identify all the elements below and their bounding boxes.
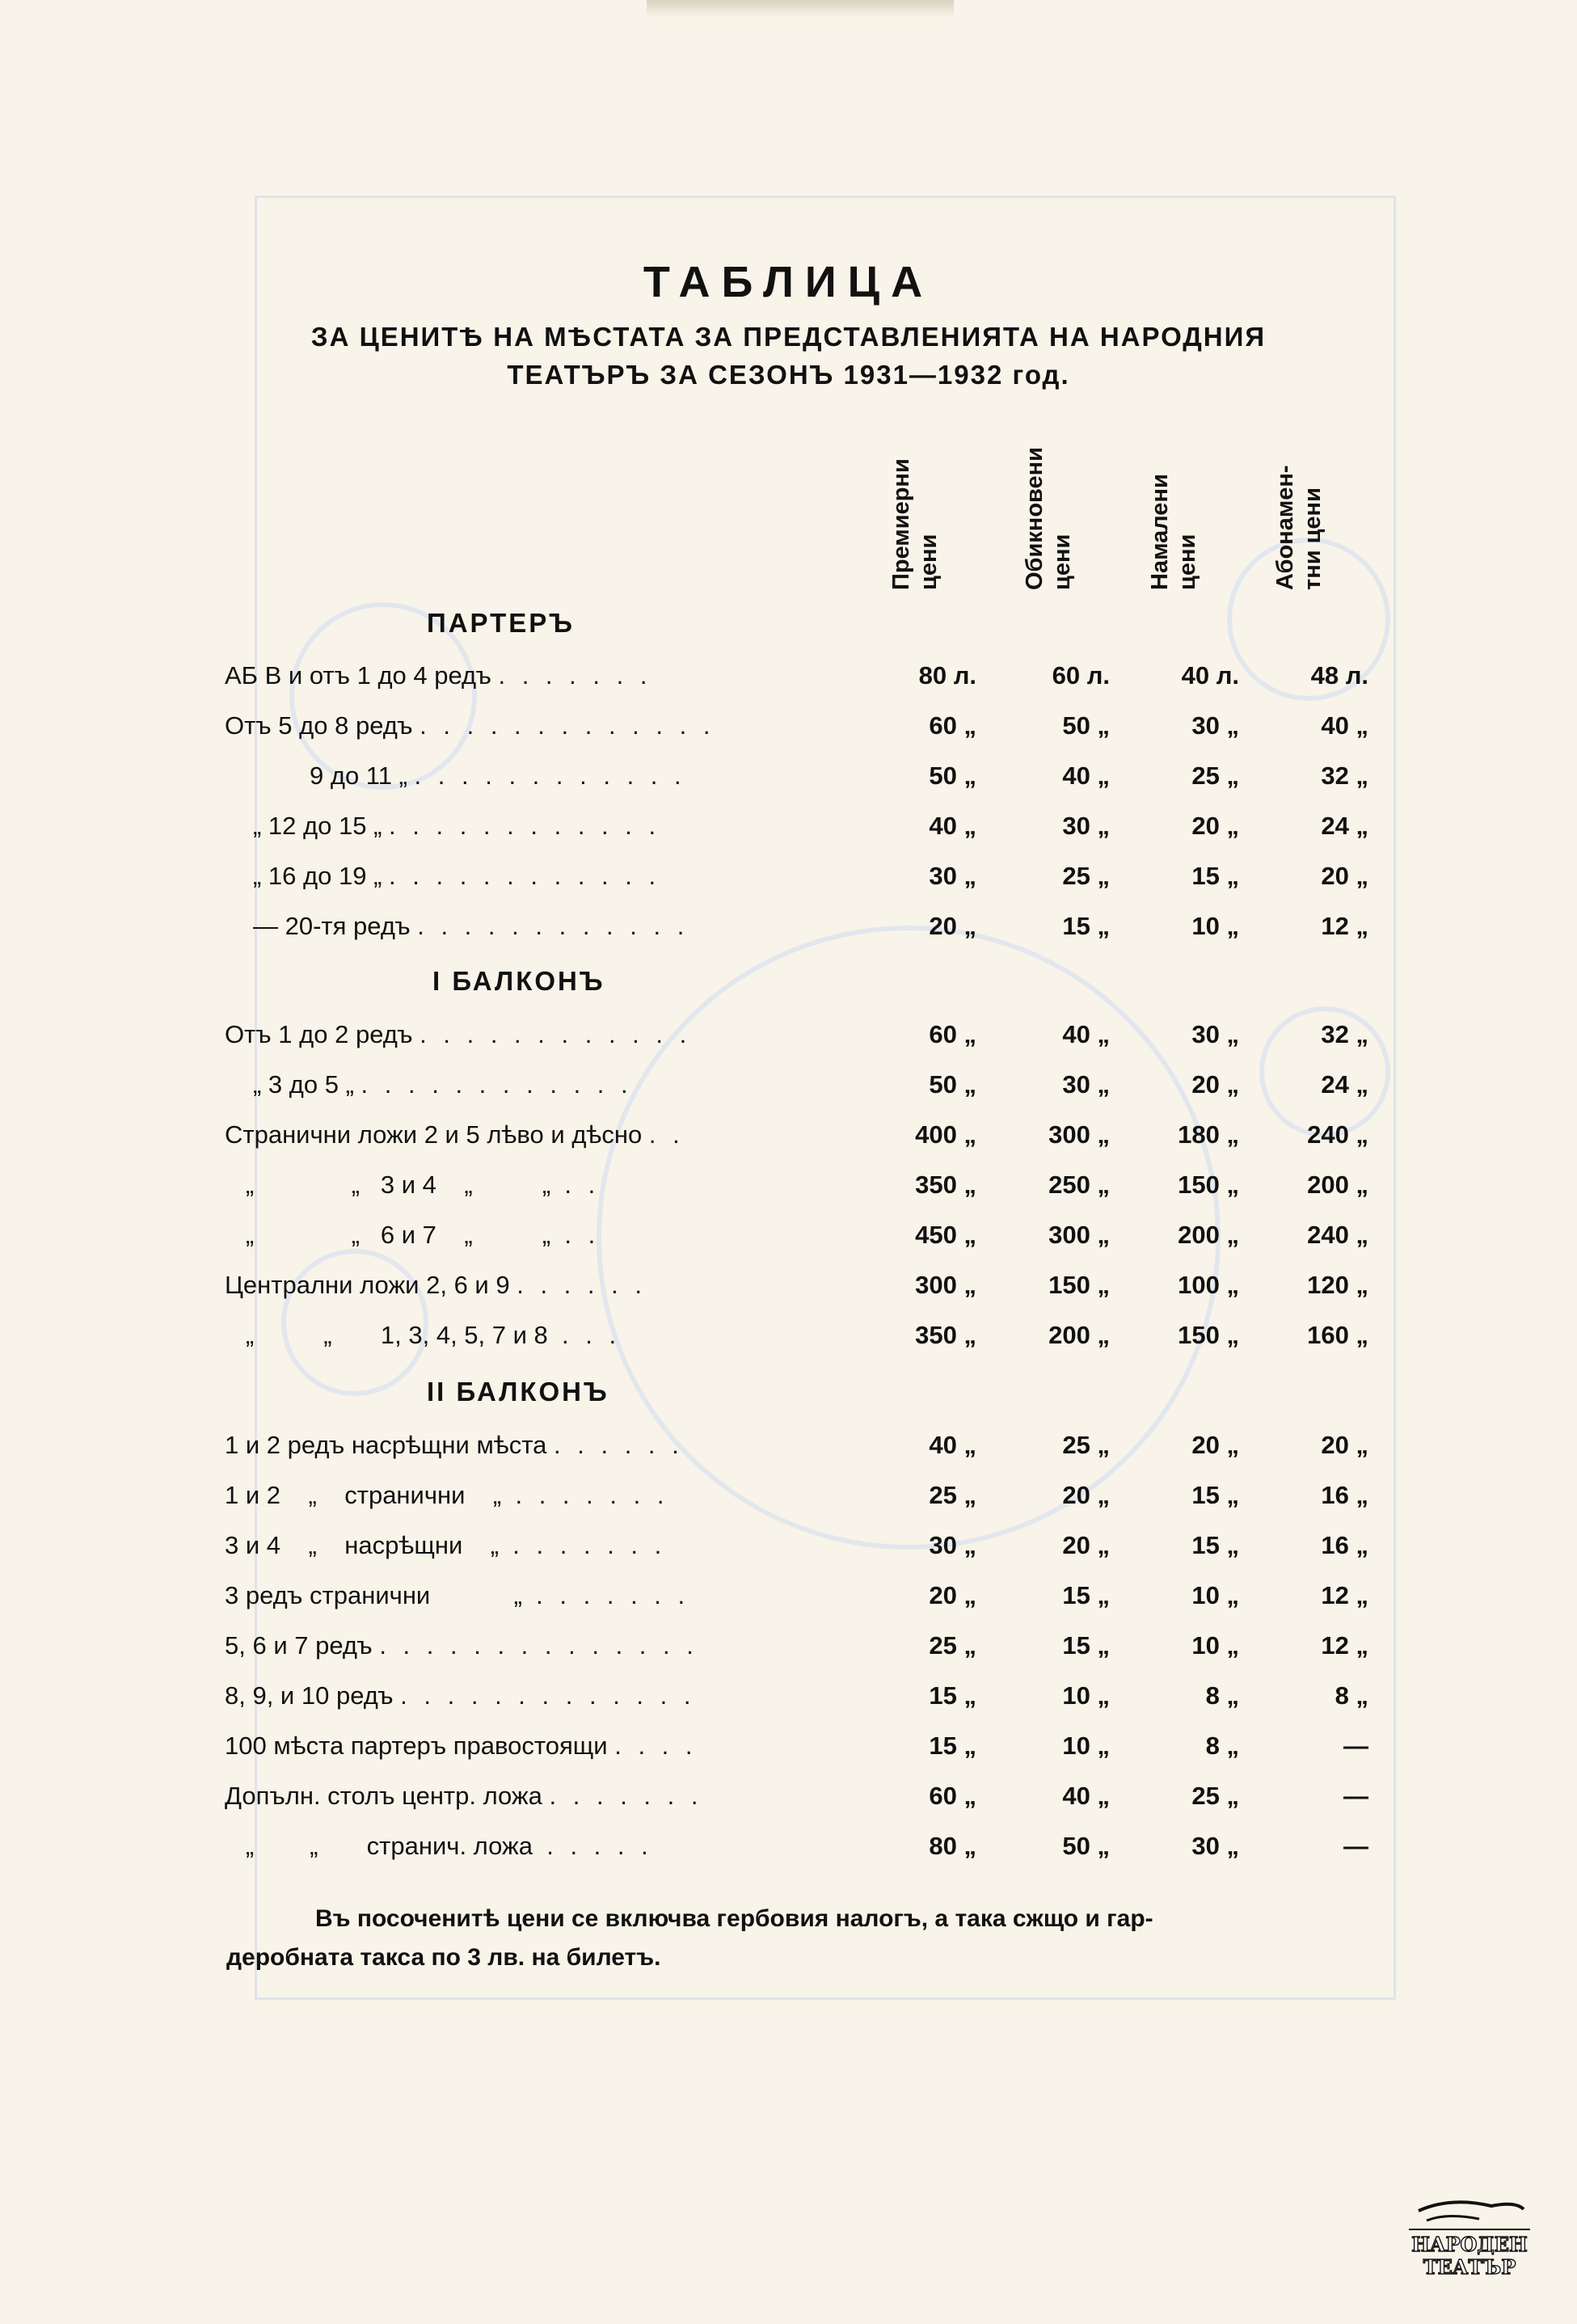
price-regular: 25 „ [1062,862,1110,890]
price-reduced: 15 „ [1191,862,1239,890]
row-label: — 20-тя редъ . . . . . . . . . . . . [253,912,689,940]
price-reduced: 15 „ [1191,1481,1239,1509]
subtitle-line-1: ЗА ЦЕНИТѢ НА МѢСТАТА ЗА ПРЕДСТАВЛЕНИЯТА НА НАРОДНИЯ [310,322,1267,352]
price-subscription: 160 „ [1307,1321,1368,1349]
price-regular: 50 „ [1062,1832,1110,1860]
price-premiere: 30 „ [929,862,976,890]
price-subscription: — [1343,1782,1368,1810]
table-row [225,711,1368,752]
price-reduced: 180 „ [1178,1120,1239,1149]
price-premiere: 20 „ [929,1581,976,1609]
row-label: „ 3 до 5 „ . . . . . . . . . . . . [253,1070,633,1099]
price-subscription: 120 „ [1307,1271,1368,1299]
logo-graphic [1402,2195,1536,2284]
column-header-text: цени [916,534,942,590]
row-label: 3 редъ странични „ . . . . . . . [225,1581,690,1609]
price-subscription: 200 „ [1307,1170,1368,1199]
price-subscription: 12 „ [1321,1581,1368,1609]
price-subscription: 16 „ [1321,1531,1368,1559]
row-label: 3 и 4 „ насрѣщни „ . . . . . . . [225,1531,667,1559]
row-label: АБ В и отъ 1 до 4 редъ . . . . . . . [225,661,652,690]
price-regular: 40 „ [1062,1020,1110,1048]
price-subscription: 20 „ [1321,1431,1368,1459]
footnote-line-2: деробната такса по 3 лв. на билетъ. [226,1944,661,1971]
table-row [225,1581,1368,1622]
price-regular: 150 „ [1048,1271,1110,1299]
logo-text-line-1: НАРОДЕН [1411,2233,1528,2256]
price-regular: 40 „ [1062,761,1110,790]
row-label: „ „ странич. ложа . . . . . [225,1832,653,1860]
row-label: „ „ 3 и 4 „ „ . . [225,1170,601,1199]
price-subscription: 32 „ [1321,761,1368,790]
price-subscription: — [1343,1832,1368,1860]
table-row [225,1020,1368,1061]
row-label: Централни ложи 2, 6 и 9 . . . . . . [225,1271,647,1299]
table-row [225,1531,1368,1571]
column-header-text: цени [1174,534,1200,590]
price-regular: 30 „ [1062,812,1110,840]
price-reduced: 25 „ [1191,761,1239,790]
price-regular: 40 „ [1062,1782,1110,1810]
price-regular: 20 „ [1062,1481,1110,1509]
price-reduced: 100 „ [1178,1271,1239,1299]
table-row [225,1681,1368,1722]
column-header-premiere [888,408,976,590]
price-reduced: 8 „ [1205,1681,1239,1710]
price-regular: 10 „ [1062,1681,1110,1710]
row-label: Отъ 1 до 2 редъ . . . . . . . . . . . . [225,1020,692,1048]
section-heading-balcony-1: I БАЛКОНЪ [432,966,605,996]
table-row [225,912,1368,952]
column-header-text: Абонамен- [1272,465,1298,590]
price-reduced: 10 „ [1191,912,1239,940]
price-reduced: 25 „ [1191,1782,1239,1810]
page-title: ТАБЛИЦА [643,258,934,306]
price-premiere: 50 „ [929,1070,976,1099]
price-subscription: 32 „ [1321,1020,1368,1048]
price-reduced: 10 „ [1191,1631,1239,1660]
price-premiere: 15 „ [929,1681,976,1710]
price-premiere: 40 „ [929,1431,976,1459]
price-premiere: 20 „ [929,912,976,940]
price-reduced: 20 „ [1191,1070,1239,1099]
row-label: „ 16 до 19 „ . . . . . . . . . . . . [253,862,661,890]
price-subscription: 8 „ [1335,1681,1368,1710]
price-subscription: 16 „ [1321,1481,1368,1509]
price-premiere: 60 „ [929,1782,976,1810]
price-reduced: 30 „ [1191,1832,1239,1860]
price-premiere: 50 „ [929,761,976,790]
price-reduced: 200 „ [1178,1221,1239,1249]
column-header-text: Обикновени [1022,447,1048,590]
table-row [225,1321,1368,1361]
subtitle-line-2: ТЕАТЪРЪ ЗА СЕЗОНЪ 1931—1932 год. [507,360,1070,390]
price-subscription: 24 „ [1321,812,1368,840]
row-label: 5, 6 и 7 редъ . . . . . . . . . . . . . . [225,1631,698,1660]
price-premiere: 80 л. [918,661,976,690]
national-theatre-logo [1402,2195,1536,2284]
price-premiere: 450 „ [915,1221,976,1249]
table-row [225,812,1368,852]
price-reduced: 20 „ [1191,1431,1239,1459]
table-row [225,1271,1368,1311]
footnote [226,1900,1358,1977]
logo-text-line-2: ТЕАТЪР [1423,2255,1516,2279]
price-regular: 15 „ [1062,1581,1110,1609]
table-row [225,1481,1368,1521]
price-regular: 300 „ [1048,1221,1110,1249]
price-regular: 25 „ [1062,1431,1110,1459]
price-premiere: 15 „ [929,1731,976,1760]
price-premiere: 80 „ [929,1832,976,1860]
row-label: „ „ 1, 3, 4, 5, 7 и 8 . . . [225,1321,622,1349]
price-reduced: 10 „ [1191,1581,1239,1609]
column-header-reduced [1146,408,1235,590]
price-reduced: 150 „ [1178,1170,1239,1199]
column-header-text: цени [1049,534,1075,590]
price-regular: 200 „ [1048,1321,1110,1349]
row-label: 8, 9, и 10 редъ . . . . . . . . . . . . . [225,1681,696,1710]
price-subscription: — [1343,1731,1368,1760]
paper-top-edge [647,0,954,18]
row-label: Отъ 5 до 8 редъ . . . . . . . . . . . . . [225,711,715,740]
row-label: „ 12 до 15 „ . . . . . . . . . . . . [253,812,661,840]
price-subscription: 240 „ [1307,1221,1368,1249]
price-subscription: 40 „ [1321,711,1368,740]
price-reduced: 8 „ [1205,1731,1239,1760]
section-heading-balcony-2: II БАЛКОНЪ [427,1377,609,1407]
price-premiere: 400 „ [915,1120,976,1149]
price-premiere: 300 „ [915,1271,976,1299]
price-regular: 250 „ [1048,1170,1110,1199]
price-subscription: 240 „ [1307,1120,1368,1149]
row-label: 1 и 2 „ странични „ . . . . . . . [225,1481,669,1509]
row-label: Допълн. столъ центр. ложа . . . . . . . [225,1782,703,1810]
column-header-text: Премиерни [888,458,914,590]
table-row [225,1832,1368,1872]
column-header-text: тни цени [1300,487,1326,590]
price-subscription: 48 л. [1310,661,1368,690]
price-regular: 50 „ [1062,711,1110,740]
table-row [225,1431,1368,1471]
price-regular: 10 „ [1062,1731,1110,1760]
footnote-line-1: Въ посоченитѣ цени се включва гербовия налогъ, а така сжщо и гар- [315,1905,1153,1932]
row-label: „ „ 6 и 7 „ „ . . [225,1221,601,1249]
price-regular: 20 „ [1062,1531,1110,1559]
row-label: 9 до 11 „ . . . . . . . . . . . . [310,761,686,790]
row-label: 1 и 2 редъ насрѣщни мѣста . . . . . . [225,1431,684,1459]
price-reduced: 40 л. [1181,661,1239,690]
price-regular: 15 „ [1062,1631,1110,1660]
table-row [225,1731,1368,1772]
price-premiere: 60 „ [929,1020,976,1048]
column-header-regular [1021,408,1110,590]
table-row [225,661,1368,702]
column-header-text: Намалени [1147,474,1173,590]
column-header-subscription [1271,408,1360,590]
price-regular: 30 „ [1062,1070,1110,1099]
price-reduced: 30 „ [1191,711,1239,740]
price-reduced: 20 „ [1191,812,1239,840]
price-premiere: 30 „ [929,1531,976,1559]
price-premiere: 40 „ [929,812,976,840]
price-subscription: 24 „ [1321,1070,1368,1099]
price-subscription: 12 „ [1321,1631,1368,1660]
table-row [225,761,1368,802]
price-premiere: 350 „ [915,1170,976,1199]
price-reduced: 150 „ [1178,1321,1239,1349]
price-premiere: 60 „ [929,711,976,740]
table-row [225,1782,1368,1822]
row-label: 100 мѣста партеръ правостоящи . . . . [225,1731,698,1760]
section-heading-parterre: ПАРТЕРЪ [427,608,576,638]
price-regular: 300 „ [1048,1120,1110,1149]
table-row [225,1170,1368,1211]
price-regular: 15 „ [1062,912,1110,940]
table-row [225,1221,1368,1261]
price-subscription: 20 „ [1321,862,1368,890]
price-reduced: 30 „ [1191,1020,1239,1048]
table-row [225,1631,1368,1672]
price-reduced: 15 „ [1191,1531,1239,1559]
table-row [225,1070,1368,1111]
price-premiere: 25 „ [929,1631,976,1660]
row-label: Странични ложи 2 и 5 лѣво и дѣсно . . [225,1120,685,1149]
table-row [225,862,1368,902]
price-premiere: 350 „ [915,1321,976,1349]
price-premiere: 25 „ [929,1481,976,1509]
price-regular: 60 л. [1052,661,1110,690]
price-subscription: 12 „ [1321,912,1368,940]
table-row [225,1120,1368,1161]
